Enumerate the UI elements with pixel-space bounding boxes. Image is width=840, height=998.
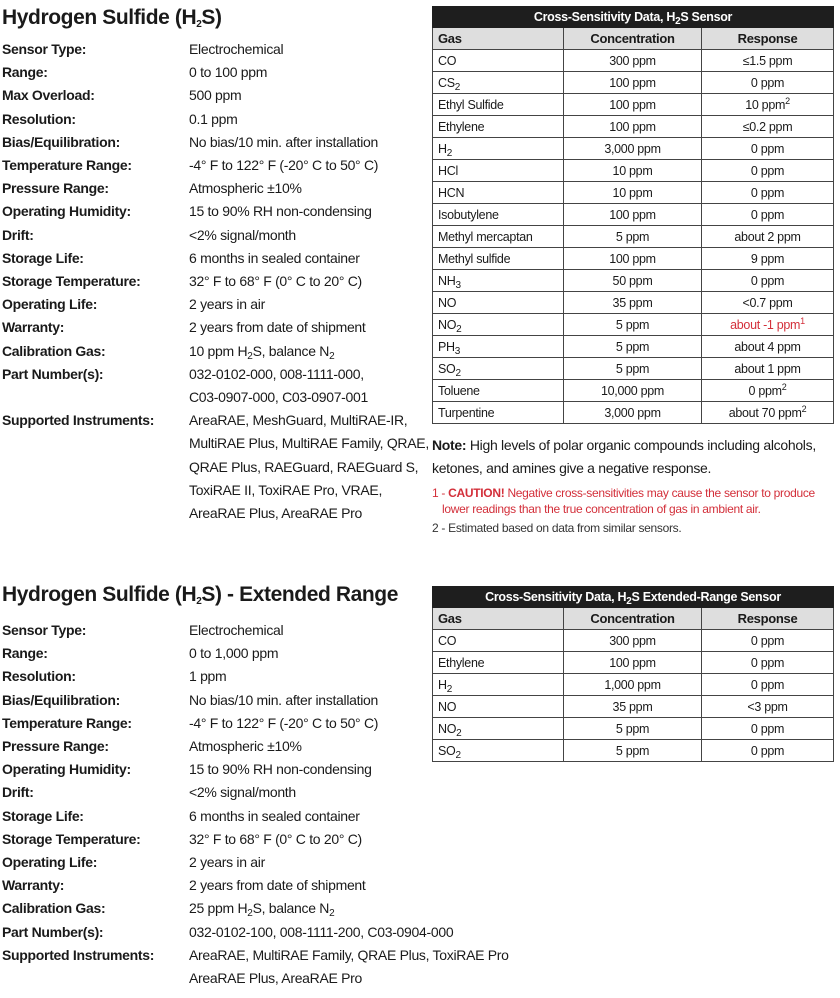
response-cell: 0 ppm <box>702 204 834 226</box>
concentration-cell: 10 ppm <box>564 182 702 204</box>
gas-cell: Toluene <box>433 380 564 402</box>
gas-cell: $NH_3$ <box>433 270 564 292</box>
gas-cell: Isobutylene <box>433 204 564 226</box>
spec-value: -4° F to 122° F (-20° C to 50° C) <box>189 157 379 174</box>
spec-label: Resolution: <box>2 668 76 685</box>
spec-value: Electrochemical <box>189 622 284 638</box>
spec-value: -4° F to 122° F (-20° C to 50° C) <box>189 714 379 731</box>
table-row <box>433 630 834 652</box>
response-cell: 0 ppm <box>702 270 834 292</box>
spec-row-storage-temperature <box>2 828 432 851</box>
spec-value: 2 years from date of shipment <box>189 319 366 336</box>
concentration-cell: 10,000 ppm <box>564 380 702 402</box>
gas-cell: Methyl mercaptan <box>433 226 564 248</box>
cross-sensitivity-table <box>432 6 834 424</box>
concentration-cell: 35 ppm <box>564 292 702 314</box>
spec-label: Sensor Type: <box>2 41 87 57</box>
spec-value: 032-0102-100, 008-1111-200, C03-0904-000 <box>189 923 454 940</box>
concentration-cell: 100 ppm <box>564 248 702 270</box>
spec-row-supported-instruments <box>2 409 432 525</box>
spec-label: Pressure Range: <box>2 180 109 197</box>
table-row <box>433 182 834 204</box>
spec-row-operating-life <box>2 293 432 316</box>
spec-value: 25 ppm $H_2S$, balance $N_2$ <box>189 900 335 920</box>
spec-label: Drift: <box>2 784 34 801</box>
gas-cell: $H_2$ <box>433 138 564 160</box>
gas-cell: NO <box>433 696 564 718</box>
spec-row-bias <box>2 131 432 154</box>
concentration-cell: 5 ppm <box>564 314 702 336</box>
response-cell: about 70 ppm$^2$ <box>702 402 834 424</box>
spec-label: Storage Temperature: <box>2 830 141 847</box>
spec-row-sensor-type <box>2 619 432 642</box>
response-cell: about 4 ppm <box>702 336 834 358</box>
table-row <box>433 402 834 424</box>
spec-row-temperature-range <box>2 154 432 177</box>
table-row <box>433 336 834 358</box>
table-caption: Cross-Sensitivity Data, $H_2S$ Sensor <box>433 7 834 28</box>
spec-row-max-overload <box>2 84 432 107</box>
spec-value: 32° F to 68° F (0° C to 20° C) <box>189 273 362 290</box>
spec-row-warranty <box>2 316 432 339</box>
spec-row-warranty <box>2 874 432 897</box>
response-cell: 0 ppm <box>702 72 834 94</box>
spec-row-operating-humidity <box>2 200 432 223</box>
spec-label: Storage Temperature: <box>2 273 141 290</box>
spec-value: <2% signal/month <box>189 226 296 243</box>
response-cell: 0 ppm <box>702 652 834 674</box>
spec-label: Warranty: <box>2 319 65 336</box>
gas-cell: CO <box>433 630 564 652</box>
response-cell: 9 ppm <box>702 248 834 270</box>
footnote-caution: 1 - CAUTION! Negative cross-sensitivities may cause the sensor to produce lower readings than the true concentration of gas in ambient air. <box>432 486 815 516</box>
table-row <box>433 94 834 116</box>
spec-row-drift <box>2 224 432 247</box>
response-cell: 0 ppm <box>702 630 834 652</box>
spec-row-resolution <box>2 108 432 131</box>
spec-row-resolution <box>2 665 432 688</box>
spec-value: 0 to 1,000 ppm <box>189 645 279 662</box>
table-row <box>433 50 834 72</box>
section-title: Hydrogen Sulfide $(H_2S)$ <box>2 6 222 30</box>
spec-label: Range: <box>2 645 48 662</box>
response-cell: 0 ppm <box>702 674 834 696</box>
spec-value: 2 years from date of shipment <box>189 877 366 894</box>
spec-value: 6 months in sealed container <box>189 249 360 266</box>
table-row <box>433 696 834 718</box>
table-row <box>433 116 834 138</box>
response-cell: 0 ppm <box>702 160 834 182</box>
table-row <box>433 270 834 292</box>
spec-label: Drift: <box>2 226 34 243</box>
concentration-cell: 50 ppm <box>564 270 702 292</box>
spec-label: Max Overload: <box>2 87 95 104</box>
concentration-cell: 300 ppm <box>564 630 702 652</box>
table-row <box>433 292 834 314</box>
response-cell: about 2 ppm <box>702 226 834 248</box>
spec-row-pressure-range <box>2 177 432 200</box>
response-cell: <0.7 ppm <box>702 292 834 314</box>
response-cell: 0 ppm <box>702 718 834 740</box>
spec-row-pressure-range <box>2 735 432 758</box>
table-body <box>433 50 834 424</box>
table-row <box>433 380 834 402</box>
table-row <box>433 652 834 674</box>
gas-cell: Ethyl Sulfide <box>433 94 564 116</box>
spec-value: 0 to 100 ppm <box>189 64 268 81</box>
gas-cell: Ethylene <box>433 116 564 138</box>
spec-value: 032-0102-000, 008-1111-000, C03-0907-000, C03-0907-001 <box>189 365 368 406</box>
spec-label: Part Number(s): <box>2 923 104 940</box>
column-header-concentration: Concentration <box>564 28 702 50</box>
spec-row-bias <box>2 689 432 712</box>
gas-cell: HCN <box>433 182 564 204</box>
note-text: Note: High levels of polar organic compounds including alcohols, ketones, and amines give a negative response. <box>432 437 816 476</box>
table-body <box>433 630 834 762</box>
spec-label: Storage Life: <box>2 807 84 824</box>
concentration-cell: 5 ppm <box>564 740 702 762</box>
column-header-concentration: Concentration <box>564 608 702 630</box>
table-row <box>433 718 834 740</box>
concentration-cell: 5 ppm <box>564 226 702 248</box>
spec-row-supported-instruments <box>2 944 509 990</box>
spec-label: Operating Humidity: <box>2 761 131 778</box>
gas-cell: $SO_2$ <box>433 740 564 762</box>
gas-cell: $NO_2$ <box>433 314 564 336</box>
response-cell: ≤0.2 ppm <box>702 116 834 138</box>
gas-cell: NO <box>433 292 564 314</box>
spec-value: 0.1 ppm <box>189 110 238 127</box>
spec-row-storage-temperature <box>2 270 432 293</box>
spec-value: 2 years in air <box>189 854 265 871</box>
spec-row-storage-life <box>2 247 432 270</box>
table-row <box>433 674 834 696</box>
response-cell: <3 ppm <box>702 696 834 718</box>
table-row <box>433 72 834 94</box>
column-header-gas: Gas <box>433 608 564 630</box>
gas-cell: HCl <box>433 160 564 182</box>
table-notes <box>432 434 837 539</box>
response-cell: 10 ppm$^2$ <box>702 94 834 116</box>
spec-row-calibration-gas <box>2 897 432 920</box>
gas-cell: Ethylene <box>433 652 564 674</box>
spec-value: 1 ppm <box>189 668 227 685</box>
spec-row-operating-humidity <box>2 758 432 781</box>
concentration-cell: 5 ppm <box>564 718 702 740</box>
spec-row-range <box>2 642 432 665</box>
concentration-cell: 1,000 ppm <box>564 674 702 696</box>
cross-sensitivity-table-extended <box>432 586 834 762</box>
spec-value: No bias/10 min. after installation <box>189 133 379 150</box>
table-row <box>433 314 834 336</box>
gas-cell: $CS_2$ <box>433 72 564 94</box>
response-cell: about -1 ppm$^1$ <box>702 314 834 336</box>
table-row <box>433 358 834 380</box>
gas-cell: $H_2$ <box>433 674 564 696</box>
table-row <box>433 160 834 182</box>
spec-label: Bias/Equilibration: <box>2 691 120 708</box>
spec-value: 500 ppm <box>189 87 242 104</box>
spec-label: Range: <box>2 64 48 81</box>
spec-row-operating-life <box>2 851 432 874</box>
concentration-cell: 100 ppm <box>564 94 702 116</box>
concentration-cell: 300 ppm <box>564 50 702 72</box>
spec-label: Bias/Equilibration: <box>2 133 120 150</box>
table-row <box>433 740 834 762</box>
spec-value: 10 ppm $H_2S$, balance $N_2$ <box>189 342 335 362</box>
spec-row-sensor-type <box>2 38 432 61</box>
response-cell: 0 ppm <box>702 740 834 762</box>
spec-value: 6 months in sealed container <box>189 807 360 824</box>
concentration-cell: 100 ppm <box>564 652 702 674</box>
spec-label: Supported Instruments: <box>2 946 155 963</box>
section-title-extended: Hydrogen Sulfide $(H_2S)$ - Extended Range <box>2 583 399 607</box>
footnote-estimated: 2 - Estimated based on data from similar sensors. <box>432 521 682 535</box>
response-cell: 0 ppm$^2$ <box>702 380 834 402</box>
spec-label: Resolution: <box>2 110 76 127</box>
spec-label: Operating Humidity: <box>2 203 131 220</box>
spec-value: 2 years in air <box>189 296 265 313</box>
concentration-cell: 3,000 ppm <box>564 402 702 424</box>
spec-value: 32° F to 68° F (0° C to 20° C) <box>189 830 362 847</box>
spec-row-calibration-gas <box>2 340 432 363</box>
spec-label: Temperature Range: <box>2 157 132 174</box>
spec-value: 15 to 90% RH non-condensing <box>189 761 372 778</box>
concentration-cell: 5 ppm <box>564 336 702 358</box>
table-row <box>433 138 834 160</box>
spec-row-part-numbers <box>2 363 432 409</box>
spec-label: Calibration Gas: <box>2 342 106 359</box>
table-row <box>433 204 834 226</box>
table-caption: Cross-Sensitivity Data, $H_2S$ Extended-Range Sensor <box>433 587 834 608</box>
gas-cell: $SO_2$ <box>433 358 564 380</box>
concentration-cell: 100 ppm <box>564 204 702 226</box>
spec-row-drift <box>2 781 432 804</box>
gas-cell: $PH_3$ <box>433 336 564 358</box>
concentration-cell: 5 ppm <box>564 358 702 380</box>
gas-cell: CO <box>433 50 564 72</box>
concentration-cell: 100 ppm <box>564 116 702 138</box>
gas-cell: $NO_2$ <box>433 718 564 740</box>
spec-label: Temperature Range: <box>2 714 132 731</box>
column-header-response: Response <box>702 28 834 50</box>
spec-value: Atmospheric ±10% <box>189 180 302 197</box>
spec-value: AreaRAE, MultiRAE Family, QRAE Plus, ToxiRAE Pro AreaRAE Plus, AreaRAE Pro <box>189 946 509 987</box>
table-row <box>433 248 834 270</box>
spec-row-range <box>2 61 432 84</box>
column-header-response: Response <box>702 608 834 630</box>
response-cell: 0 ppm <box>702 138 834 160</box>
concentration-cell: 3,000 ppm <box>564 138 702 160</box>
spec-row-temperature-range <box>2 712 432 735</box>
spec-label: Supported Instruments: <box>2 412 155 429</box>
table-row <box>433 226 834 248</box>
concentration-cell: 35 ppm <box>564 696 702 718</box>
concentration-cell: 10 ppm <box>564 160 702 182</box>
spec-list <box>2 38 432 525</box>
spec-label: Part Number(s): <box>2 365 104 382</box>
spec-label: Sensor Type: <box>2 622 87 638</box>
spec-value: Electrochemical <box>189 41 284 57</box>
response-cell: ≤1.5 ppm <box>702 50 834 72</box>
spec-value: Atmospheric ±10% <box>189 738 302 755</box>
spec-label: Operating Life: <box>2 854 98 871</box>
spec-row-storage-life <box>2 805 432 828</box>
gas-cell: Turpentine <box>433 402 564 424</box>
concentration-cell: 100 ppm <box>564 72 702 94</box>
spec-value: <2% signal/month <box>189 784 296 801</box>
spec-value: AreaRAE, MeshGuard, MultiRAE-IR, MultiRAE Plus, MultiRAE Family, QRAE, QRAE Plus, RAEGuard, RAEGuard S, ToxiRAE II, ToxiRAE Pro, VRAE, AreaRAE Plus, AreaRAE Pro <box>189 412 429 522</box>
spec-label: Pressure Range: <box>2 738 109 755</box>
spec-label: Storage Life: <box>2 249 84 266</box>
spec-row-part-numbers <box>2 921 454 944</box>
spec-label: Warranty: <box>2 877 65 894</box>
spec-value: No bias/10 min. after installation <box>189 691 379 708</box>
response-cell: 0 ppm <box>702 182 834 204</box>
spec-label: Calibration Gas: <box>2 900 106 917</box>
response-cell: about 1 ppm <box>702 358 834 380</box>
spec-value: 15 to 90% RH non-condensing <box>189 203 372 220</box>
gas-cell: Methyl sulfide <box>433 248 564 270</box>
column-header-gas: Gas <box>433 28 564 50</box>
spec-label: Operating Life: <box>2 296 98 313</box>
